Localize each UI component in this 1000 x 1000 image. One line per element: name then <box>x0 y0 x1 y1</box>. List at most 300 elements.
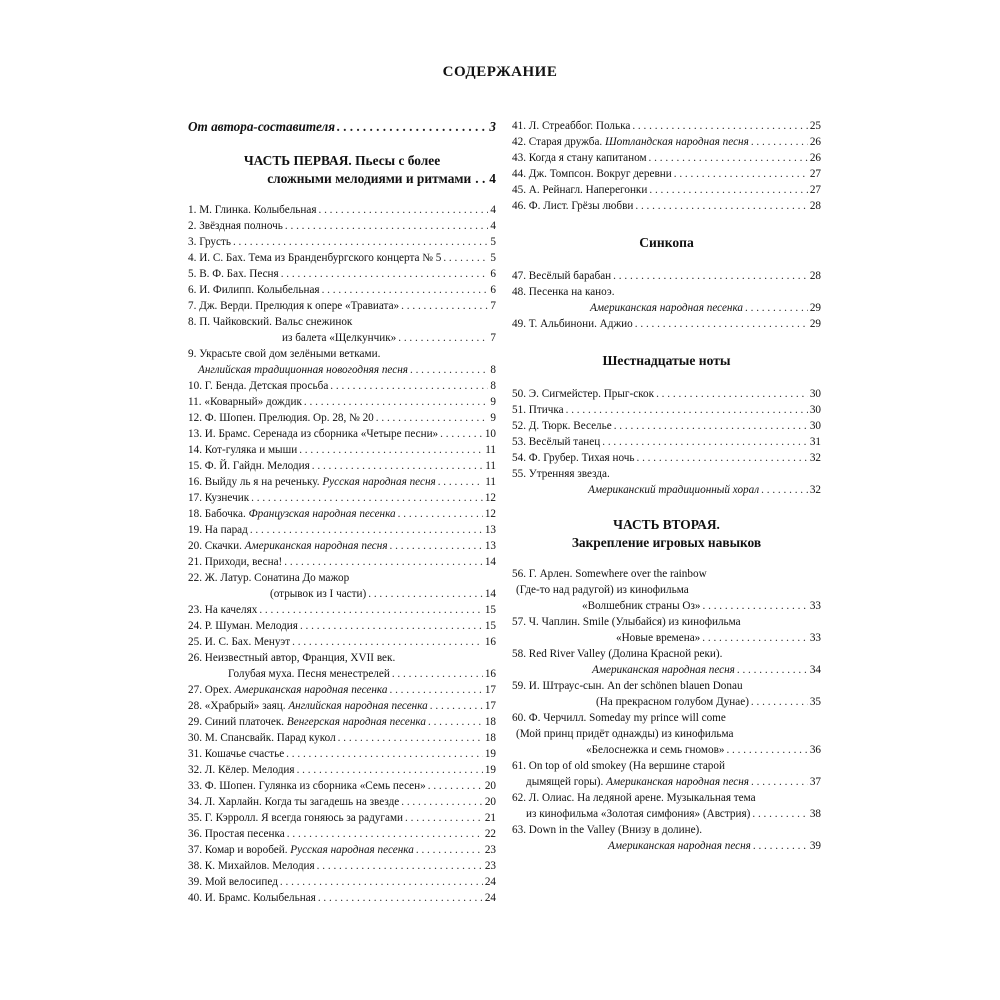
dot-leader <box>726 742 807 758</box>
toc-entry[interactable] <box>512 614 821 630</box>
entry-text: Г. Арлен. Somewhere over the rainbow <box>528 568 707 580</box>
entry-title: (На прекрасном голубом Дунае) <box>596 696 749 708</box>
entry-title <box>188 858 315 874</box>
entry-text: 45. <box>512 184 526 196</box>
toc-right-column <box>512 118 821 854</box>
entry-text: И. Брамс. Серенада из сборника «Четыре песни» <box>204 428 439 440</box>
page-number: 7 <box>490 300 496 312</box>
dot-leader <box>304 394 489 410</box>
entry-title <box>188 282 320 298</box>
entry-text: Г. Бенда. Детская просьба <box>204 380 329 392</box>
toc-entry[interactable] <box>188 826 496 842</box>
dot-leader <box>337 118 487 136</box>
page-number: 8 <box>490 380 496 392</box>
toc-entry[interactable] <box>188 794 496 810</box>
toc-entry[interactable] <box>512 790 821 806</box>
entry-text: 4. <box>188 252 197 264</box>
toc-entry-continuation[interactable] <box>512 482 821 498</box>
dot-leader <box>300 618 483 634</box>
entry-text: 47. <box>512 270 526 282</box>
entry-text: П. Чайковский. Вальс снежинок <box>199 316 353 328</box>
toc-entry[interactable] <box>512 182 821 198</box>
toc-entry[interactable] <box>512 284 821 300</box>
dot-leader <box>416 842 483 858</box>
page-number: 11 <box>485 444 496 456</box>
page-number: 33 <box>809 600 821 612</box>
toc-entry[interactable] <box>188 314 496 330</box>
page-number: 17 <box>484 684 496 696</box>
toc-entry[interactable] <box>188 426 496 442</box>
entry-text: Ф. Й. Гайдн. Мелодия <box>204 460 310 472</box>
toc-entry[interactable] <box>188 202 496 218</box>
entry-text: Выйду ль я на реченьку. <box>204 476 320 488</box>
entry-text: 20. <box>188 540 202 552</box>
entry-text: Р. Шуман. Мелодия <box>204 620 298 632</box>
toc-entry[interactable] <box>188 394 496 410</box>
entry-text: 14. <box>188 444 202 456</box>
toc-entry-continuation[interactable] <box>512 300 821 316</box>
toc-entry[interactable] <box>512 566 821 582</box>
entry-text: 41. <box>512 120 526 132</box>
dot-leader <box>287 826 483 842</box>
toc-entry[interactable] <box>188 602 496 618</box>
entry-text: Американская народная песня <box>244 540 388 552</box>
toc-entry[interactable] <box>512 268 821 284</box>
entry-text: Утренняя звезда. <box>528 468 610 480</box>
page-number: 27 <box>809 184 821 196</box>
page-number: 38 <box>809 808 821 820</box>
toc-entry[interactable] <box>188 346 496 362</box>
section-heading-syncope: Синкопа <box>639 235 694 250</box>
entry-text: Мой велосипед <box>204 876 278 888</box>
entry-title: Английская традиционная новогодняя песня <box>198 364 408 376</box>
entry-title <box>188 794 399 810</box>
entry-title <box>188 810 403 826</box>
page-number: 28 <box>809 270 821 282</box>
dot-leader <box>318 202 488 218</box>
entry-text: «Коварный» дождик <box>204 396 302 408</box>
toc-entry[interactable] <box>188 442 496 458</box>
dot-leader <box>649 182 807 198</box>
entry-text: Ф. Лист. Грёзы любви <box>528 200 634 212</box>
toc-entry[interactable] <box>188 762 496 778</box>
entry-title <box>188 458 310 474</box>
entry-title: из кинофильма «Золотая симфония» (Австрия) <box>526 808 751 820</box>
toc-entry-continuation[interactable] <box>512 806 821 822</box>
entry-text: 42. <box>512 136 526 148</box>
toc-entry[interactable] <box>188 538 496 554</box>
entry-text: Когда я стану капитаном <box>528 152 647 164</box>
entry-title <box>188 602 257 618</box>
entry-text: 1. <box>188 204 197 216</box>
entry-title <box>512 434 600 450</box>
dot-leader <box>285 218 489 234</box>
dot-leader <box>752 806 807 822</box>
entry-text: Ф. Грубер. Тихая ночь <box>528 452 635 464</box>
entry-text: 5. <box>188 268 197 280</box>
entry-text: 16. <box>188 476 202 488</box>
toc-entry-continuation[interactable] <box>512 838 821 854</box>
entry-text: Русская народная песня <box>322 476 436 488</box>
entry-title <box>188 826 285 842</box>
entry-text: 37. <box>188 844 202 856</box>
dot-leader <box>286 746 483 762</box>
entry-title <box>512 268 611 284</box>
toc-entry[interactable] <box>512 678 821 694</box>
page-number: 15 <box>484 604 496 616</box>
part1-heading-line2 <box>188 170 496 188</box>
page-number: 33 <box>809 632 821 644</box>
page-number: 22 <box>484 828 496 840</box>
toc-entry[interactable] <box>188 250 496 266</box>
entry-title <box>188 746 284 762</box>
toc-entry[interactable] <box>188 474 496 490</box>
toc-entry[interactable] <box>512 166 821 182</box>
entry-text: Американская народная песенка <box>234 684 388 696</box>
entry-text: Орех. <box>204 684 232 696</box>
dot-leader <box>745 300 808 316</box>
page-number: 7 <box>490 332 496 344</box>
part1-heading-line1: ЧАСТЬ ПЕРВАЯ. Пьесы с более <box>243 153 441 168</box>
toc-entry[interactable] <box>188 618 496 634</box>
page-number: 12 <box>484 508 496 520</box>
dot-leader <box>392 666 483 682</box>
entry-text: Ф. Черчилл. Someday my prince will come <box>528 712 726 724</box>
toc-entry[interactable] <box>512 434 821 450</box>
entry-title <box>188 506 396 522</box>
dot-leader <box>401 794 483 810</box>
part2-heading-line1: ЧАСТЬ ВТОРАЯ. <box>613 517 720 532</box>
entry-title <box>512 150 647 166</box>
entry-text: 39. <box>188 876 202 888</box>
entry-title <box>512 182 647 198</box>
dot-leader <box>312 458 483 474</box>
dot-leader <box>751 694 808 710</box>
dot-leader <box>405 810 483 826</box>
dot-leader <box>703 598 808 614</box>
entry-text: Кошачье счастье <box>204 748 285 760</box>
toc-entry[interactable] <box>512 710 821 726</box>
entry-title <box>188 682 387 698</box>
toc-entry[interactable] <box>188 714 496 730</box>
dot-leader <box>761 482 808 498</box>
page-number: 18 <box>484 716 496 728</box>
page-number: 8 <box>490 364 496 376</box>
entry-title <box>188 426 438 442</box>
entry-text: Грусть <box>199 236 231 248</box>
toc-entry-author-note[interactable] <box>188 118 496 136</box>
toc-entry[interactable] <box>512 134 821 150</box>
toc-entry[interactable] <box>512 402 821 418</box>
page-number: 9 <box>490 396 496 408</box>
toc-entry[interactable] <box>512 646 821 662</box>
entry-text: 53. <box>512 436 526 448</box>
toc-entry[interactable] <box>512 198 821 214</box>
toc-entry-continuation[interactable] <box>512 662 821 678</box>
page-number: 23 <box>484 844 496 856</box>
toc-entry[interactable] <box>188 298 496 314</box>
entry-text: Дж. Томпсон. Вокруг деревни <box>528 168 672 180</box>
section-heading-sixteenth-notes: Шестнадцатые ноты <box>602 353 731 368</box>
part2-heading-line2: Закрепление игровых навыков <box>571 535 762 550</box>
entry-title <box>512 418 612 434</box>
entry-text: М. Глинка. Колыбельная <box>199 204 317 216</box>
entry-text: 15. <box>188 460 202 472</box>
dot-leader <box>376 410 489 426</box>
entry-title <box>188 618 298 634</box>
dot-leader <box>280 874 483 890</box>
entry-text: Red River Valley (Долина Красной реки). <box>528 648 723 660</box>
entry-text: И. Филипп. Колыбельная <box>199 284 320 296</box>
dot-leader <box>299 442 483 458</box>
toc-entry[interactable] <box>512 418 821 434</box>
dot-leader <box>281 266 489 282</box>
dot-leader <box>737 662 808 678</box>
entry-title <box>188 842 414 858</box>
dot-leader <box>251 490 483 506</box>
page-number: 31 <box>809 436 821 448</box>
entry-title <box>188 394 302 410</box>
entry-text: дымящей горы). <box>526 776 604 788</box>
entry-title <box>188 234 231 250</box>
toc-entry[interactable] <box>188 410 496 426</box>
dot-leader <box>330 378 488 394</box>
dot-leader <box>322 282 489 298</box>
entry-text: Э. Сигмейстер. Прыг-скок <box>528 388 655 400</box>
entry-title: из балета «Щелкунчик» <box>282 332 397 344</box>
toc-entry[interactable] <box>512 386 821 402</box>
entry-text: 6. <box>188 284 197 296</box>
dot-leader <box>398 506 483 522</box>
entry-text: 35. <box>188 812 202 824</box>
entry-text: 57. <box>512 616 526 628</box>
entry-title <box>188 890 316 906</box>
entry-text: М. Спансвайк. Парад кукол <box>204 732 336 744</box>
toc-entry-continuation[interactable] <box>512 598 821 614</box>
entry-text: 46. <box>512 200 526 212</box>
entry-text: Птичка <box>528 404 564 416</box>
entry-text: 26. <box>188 652 202 664</box>
dot-leader <box>398 330 488 346</box>
entry-text: Ж. Латур. Сонатина До мажор <box>204 572 350 584</box>
entry-text: Французская народная песенка <box>248 508 396 520</box>
entry-text: Весёлый барабан <box>528 270 612 282</box>
entry-text: 30. <box>188 732 202 744</box>
dot-leader <box>390 538 483 554</box>
toc-entry-continuation[interactable] <box>188 330 496 346</box>
toc-entry[interactable] <box>188 554 496 570</box>
toc-entry[interactable] <box>512 822 821 838</box>
toc-entry-continuation[interactable] <box>512 774 821 790</box>
entry-text: 49. <box>512 318 526 330</box>
toc-entry[interactable] <box>188 874 496 890</box>
entry-text: 7. <box>188 300 197 312</box>
dot-leader <box>632 118 808 134</box>
entry-text: 10. <box>188 380 202 392</box>
toc-entry[interactable] <box>188 266 496 282</box>
entry-text: 62. <box>512 792 526 804</box>
entry-text: Д. Тюрк. Веселье <box>528 420 612 432</box>
entry-text: On top of old smokey (На вершине старой <box>528 760 725 772</box>
dot-leader <box>338 730 483 746</box>
toc-entry[interactable] <box>188 858 496 874</box>
entry-text: Г. Кэрролл. Я всегда гоняюсь за радугами <box>204 812 404 824</box>
page-number: 18 <box>484 732 496 744</box>
entry-title <box>188 218 283 234</box>
entry-title <box>512 386 654 402</box>
toc-entry-continuation: (Где-то над радугой) из кинофильма <box>516 584 689 596</box>
entry-title: Американская народная песня <box>608 840 751 852</box>
entry-title <box>188 266 279 282</box>
toc-entry-continuation[interactable] <box>512 630 821 646</box>
page-number: 19 <box>484 764 496 776</box>
page-number: 19 <box>484 748 496 760</box>
entry-text: 56. <box>512 568 526 580</box>
entry-text: 52. <box>512 420 526 432</box>
toc-entry[interactable] <box>188 458 496 474</box>
entry-title: Американская народная песня <box>592 664 735 676</box>
page-number: 30 <box>809 388 821 400</box>
entry-title <box>188 298 399 314</box>
page-number: 4 <box>490 204 496 216</box>
entry-text: 9. <box>188 348 197 360</box>
toc-entry[interactable] <box>188 218 496 234</box>
toc-entry-continuation[interactable] <box>512 694 821 710</box>
entry-text: 13. <box>188 428 202 440</box>
toc-entry-continuation[interactable] <box>188 666 496 682</box>
dot-leader <box>636 450 807 466</box>
dot-leader <box>649 150 808 166</box>
dot-leader <box>613 268 808 284</box>
entry-text: И. Брамс. Колыбельная <box>204 892 316 904</box>
entry-title: «Новые времена» <box>616 632 701 644</box>
entry-text: 43. <box>512 152 526 164</box>
entry-title <box>188 378 328 394</box>
entry-text: Т. Альбинони. Аджио <box>528 318 633 330</box>
entry-text: 44. <box>512 168 526 180</box>
page-number: 16 <box>484 636 496 648</box>
page-number: 27 <box>809 168 821 180</box>
entry-text: 24. <box>188 620 202 632</box>
page-number: 4 <box>489 171 496 186</box>
entry-title <box>188 634 290 650</box>
toc-entry[interactable] <box>188 522 496 538</box>
entry-title <box>526 774 749 790</box>
entry-text: Л. Кёлер. Мелодия <box>204 764 295 776</box>
page-number: 24 <box>484 876 496 888</box>
entry-title <box>188 250 441 266</box>
entry-text: Песенка на каноэ. <box>528 286 615 298</box>
entry-title <box>512 118 630 134</box>
page-number: 6 <box>490 268 496 280</box>
entry-text: Л. Стреаббог. Полька <box>528 120 631 132</box>
entry-text: 18. <box>188 508 202 520</box>
toc-entry[interactable] <box>188 778 496 794</box>
toc-entry[interactable] <box>188 506 496 522</box>
entry-text: 31. <box>188 748 202 760</box>
page-number: 34 <box>809 664 821 676</box>
page-number: 6 <box>490 284 496 296</box>
toc-entry[interactable] <box>512 118 821 134</box>
entry-text: Шотландская народная песня <box>605 136 749 148</box>
toc-entry[interactable] <box>188 634 496 650</box>
page-title: СОДЕРЖАНИЕ <box>442 64 558 80</box>
entry-text: Венгерская народная песенка <box>286 716 426 728</box>
toc-entry[interactable] <box>188 570 496 586</box>
toc-entry[interactable] <box>188 890 496 906</box>
toc-entry[interactable] <box>512 450 821 466</box>
page-number: 4 <box>490 220 496 232</box>
toc-entry[interactable] <box>188 378 496 394</box>
entry-text: Скачки. <box>204 540 242 552</box>
dot-leader <box>259 602 482 618</box>
entry-text: И. Штраус-сын. An der schönen blauen Donau <box>528 680 743 692</box>
part2-heading <box>512 516 821 552</box>
toc-entry[interactable] <box>188 842 496 858</box>
toc-entry-continuation: (Мой принц придёт однажды) из кинофильма <box>516 728 734 740</box>
toc-entry[interactable] <box>188 746 496 762</box>
dot-leader <box>401 298 488 314</box>
dot-leader <box>635 198 807 214</box>
toc-entry-continuation[interactable] <box>188 362 496 378</box>
page-number: 17 <box>484 700 496 712</box>
entry-text: 50. <box>512 388 526 400</box>
entry-text: 33. <box>188 780 202 792</box>
page-number: 25 <box>809 120 821 132</box>
page-number: 5 <box>490 252 496 264</box>
toc-entry[interactable] <box>188 698 496 714</box>
entry-title <box>188 762 295 778</box>
entry-text: 17. <box>188 492 202 504</box>
toc-entry[interactable] <box>188 682 496 698</box>
entry-text: сложными мелодиями и ритмами <box>267 171 472 186</box>
entry-title <box>512 198 633 214</box>
toc-entry[interactable] <box>188 650 496 666</box>
toc-entry-continuation[interactable] <box>188 586 496 602</box>
entry-text: 29. <box>188 716 202 728</box>
entry-text: 21. <box>188 556 202 568</box>
toc-entry[interactable] <box>512 466 821 482</box>
toc-entry[interactable] <box>188 730 496 746</box>
entry-text: 40. <box>188 892 202 904</box>
page-number: 10 <box>484 428 496 440</box>
page-number: 23 <box>484 860 496 872</box>
entry-text: 11. <box>188 396 202 408</box>
toc-entry-continuation[interactable] <box>512 742 821 758</box>
entry-title: Американский традиционный хорал <box>588 484 760 496</box>
toc-entry[interactable] <box>188 234 496 250</box>
dot-leader <box>602 434 808 450</box>
entry-text: 38. <box>188 860 202 872</box>
entry-text: Л. Харлайн. Когда ты загадешь на звезде <box>204 796 400 808</box>
entry-text: Дж. Верди. Прелюдия к опере «Травиата» <box>199 300 400 312</box>
toc-entry[interactable] <box>188 282 496 298</box>
toc-entry[interactable] <box>512 150 821 166</box>
page-number: 26 <box>809 136 821 148</box>
entry-title <box>188 410 374 426</box>
dot-leader <box>297 762 483 778</box>
page-number: 28 <box>809 200 821 212</box>
toc-entry[interactable] <box>512 758 821 774</box>
entry-text: Л. Олиас. На ледяной арене. Музыкальная тема <box>528 792 756 804</box>
toc-entry[interactable] <box>188 490 496 506</box>
toc-entry[interactable] <box>512 316 821 332</box>
entry-title <box>188 730 336 746</box>
toc-entry[interactable] <box>188 810 496 826</box>
entry-title <box>188 714 426 730</box>
entry-title <box>188 874 278 890</box>
entry-text: 22. <box>188 572 202 584</box>
